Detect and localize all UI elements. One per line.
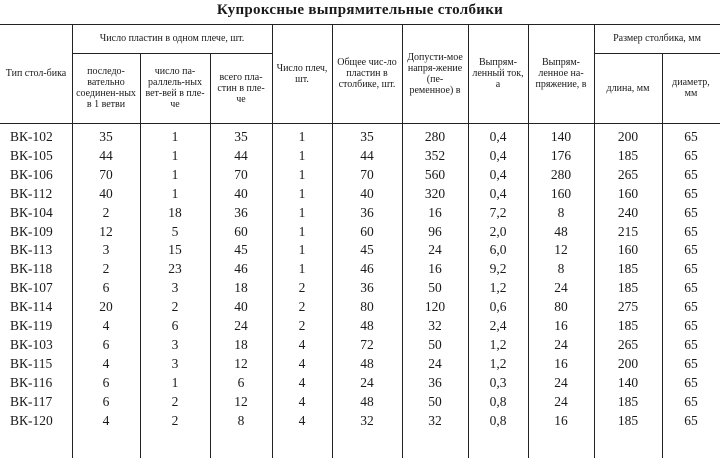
cell-rect: 24 [554, 393, 568, 409]
cell-series: 6 [102, 336, 110, 352]
header-series [72, 53, 140, 123]
cell-total-arm: 24 [234, 318, 248, 333]
cell-diameter: 65 [684, 412, 698, 428]
cell-length: 275 [617, 299, 639, 315]
cell-length: 265 [617, 336, 639, 352]
cell-series: 4 [102, 412, 110, 428]
cell-length: 185 [617, 412, 639, 428]
cell-diameter: 65 [684, 223, 698, 239]
cell-series: 40 [99, 185, 113, 201]
cell-voltage: 50 [428, 280, 442, 296]
cell-arms: 4 [298, 336, 306, 352]
cell-arms: 1 [298, 204, 306, 220]
cell-series: 35 [99, 129, 113, 144]
cell-rect: 80 [554, 299, 568, 315]
header-plates-group [72, 24, 272, 53]
header-type [0, 24, 72, 123]
cell-series: 12 [99, 223, 113, 239]
cell-diameter: 65 [684, 299, 698, 315]
cell-type: ВК-118 [10, 261, 53, 277]
cell-total: 60 [360, 223, 374, 239]
data-table [0, 24, 720, 458]
cell-arms: 4 [298, 393, 306, 409]
cell-rect: 176 [550, 147, 572, 163]
cell-rect: 140 [550, 129, 572, 144]
cell-parallel: 23 [168, 261, 182, 277]
cell-diameter: 65 [684, 185, 698, 201]
cell-total: 35 [360, 129, 374, 144]
cell-parallel: 1 [171, 166, 179, 182]
cell-total-arm: 40 [234, 185, 248, 201]
cell-series: 4 [102, 355, 110, 371]
cell-total-arm: 45 [234, 242, 248, 258]
cell-current: 7,2 [489, 204, 507, 220]
header-current-text: Выпрям-ленный ток, а [472, 57, 524, 90]
cell-type: ВК-103 [10, 336, 53, 352]
cell-diameter: 65 [684, 280, 698, 296]
cell-rect: 280 [550, 166, 572, 182]
cell-length: 200 [617, 129, 639, 144]
cell-total-arm: 44 [234, 147, 248, 163]
cell-voltage: 96 [428, 223, 442, 239]
cell-diameter: 65 [684, 147, 698, 163]
cell-rect: 8 [557, 204, 565, 220]
header-parallel-text: число па-раллель-ных вет-вей в пле-че [145, 66, 205, 110]
cell-diameter: 65 [684, 393, 698, 409]
cell-type: ВК-119 [10, 318, 53, 333]
cell-type: ВК-112 [10, 185, 53, 201]
cell-diameter: 65 [684, 336, 698, 352]
cell-type: ВК-115 [10, 355, 53, 371]
cell-total: 45 [360, 242, 374, 258]
cell-total-arm: 18 [234, 336, 248, 352]
header-parallel [140, 53, 210, 123]
cell-length: 240 [617, 204, 639, 220]
cell-rect: 16 [554, 318, 568, 333]
cell-total: 48 [360, 318, 374, 333]
cell-length: 160 [617, 185, 639, 201]
cell-arms: 1 [298, 261, 306, 277]
cell-arms: 4 [298, 374, 306, 390]
cell-length: 185 [617, 280, 639, 296]
cell-parallel: 1 [171, 374, 179, 390]
cell-rect: 12 [554, 242, 568, 258]
cell-series: 6 [102, 374, 110, 390]
cell-voltage: 24 [428, 242, 442, 258]
cell-length: 185 [617, 318, 639, 333]
cell-length: 265 [617, 166, 639, 182]
cell-rect: 24 [554, 280, 568, 296]
cell-parallel: 2 [171, 393, 179, 409]
cell-series: 44 [99, 147, 113, 163]
header-voltage [402, 24, 468, 123]
cell-arms: 1 [298, 223, 306, 239]
header-arms [272, 24, 332, 123]
cell-voltage: 16 [428, 204, 442, 220]
cell-series: 4 [102, 318, 110, 333]
cell-current: 0,4 [489, 166, 507, 182]
cell-total: 80 [360, 299, 374, 315]
cell-parallel: 15 [168, 242, 182, 258]
header-rect-voltage [528, 24, 594, 123]
cell-total-arm: 35 [234, 129, 248, 144]
cell-arms: 1 [298, 242, 306, 258]
cell-total: 32 [360, 412, 374, 428]
cell-length: 200 [617, 355, 639, 371]
cell-arms: 1 [298, 166, 306, 182]
header-total-arm-text: всего пла-стин в пле-че [217, 71, 265, 105]
cell-rect: 24 [554, 374, 568, 390]
cell-voltage: 352 [424, 147, 446, 163]
cell-voltage: 280 [424, 129, 446, 144]
cell-rect: 16 [554, 355, 568, 371]
header-voltage-text: Допусти-мое напря-жение (пе-ременное) в [407, 51, 463, 96]
header-plates-group-text: Число пластин в одном плече, шт. [99, 33, 245, 44]
cell-parallel: 2 [171, 299, 179, 315]
cell-arms: 1 [298, 147, 306, 163]
table-title: Купроксные выпрямительные столбики [216, 2, 504, 18]
cell-total: 46 [360, 261, 374, 277]
cell-type: ВК-116 [10, 374, 53, 390]
cell-current: 0,8 [489, 393, 507, 409]
cell-length: 185 [617, 147, 639, 163]
cell-type: ВК-105 [10, 147, 53, 163]
cell-total: 44 [360, 147, 374, 163]
header-length [594, 53, 662, 123]
cell-series: 70 [99, 166, 113, 182]
cell-total-arm: 70 [234, 166, 248, 182]
cell-total: 70 [360, 166, 374, 182]
cell-current: 0,4 [489, 147, 507, 163]
cell-current: 0,6 [489, 299, 507, 315]
cell-voltage: 32 [428, 318, 442, 333]
cell-voltage: 50 [428, 336, 442, 352]
header-arms-text: Число плеч, шт. [276, 62, 328, 85]
cell-type: ВК-120 [10, 412, 53, 428]
cell-voltage: 32 [428, 412, 442, 428]
cell-total-arm: 60 [234, 223, 248, 239]
cell-type: ВК-109 [10, 223, 53, 239]
cell-total-arm: 12 [234, 355, 248, 371]
cell-total: 48 [360, 393, 374, 409]
cell-current: 6,0 [489, 242, 507, 258]
cell-total: 24 [360, 374, 374, 390]
cell-type: ВК-102 [10, 129, 53, 144]
cell-total-arm: 36 [234, 204, 248, 220]
cell-diameter: 65 [684, 318, 698, 333]
cell-type: ВК-114 [10, 299, 53, 315]
header-diameter [662, 53, 720, 123]
header-rect-voltage-text: Выпрям-ленное на-пряжение, в [535, 57, 587, 90]
cell-total-arm: 40 [234, 299, 248, 315]
cell-rect: 160 [550, 185, 572, 201]
cell-total-arm: 6 [237, 374, 245, 390]
cell-series: 6 [102, 393, 110, 409]
cell-total-arm: 46 [234, 261, 248, 277]
cell-arms: 1 [298, 129, 306, 144]
cell-current: 0,8 [489, 412, 507, 428]
cell-diameter: 65 [684, 261, 698, 277]
cell-series: 20 [99, 299, 113, 315]
cell-parallel: 1 [171, 147, 179, 163]
cell-type: ВК-107 [10, 280, 53, 296]
cell-total-arm: 8 [237, 412, 245, 428]
cell-current: 1,2 [489, 336, 507, 352]
cell-series: 2 [102, 261, 110, 277]
cell-length: 140 [617, 374, 639, 390]
cell-parallel: 1 [171, 185, 179, 201]
cell-parallel: 1 [171, 129, 179, 144]
cell-arms: 2 [298, 299, 306, 315]
cell-rect: 24 [554, 336, 568, 352]
cell-current: 2,4 [489, 318, 507, 333]
cell-arms: 4 [298, 412, 306, 428]
cell-parallel: 5 [171, 223, 179, 239]
cell-diameter: 65 [684, 242, 698, 258]
header-length-text: длина, мм [606, 82, 650, 94]
cell-voltage: 50 [428, 393, 442, 409]
cell-rect: 48 [554, 223, 568, 239]
cell-voltage: 24 [428, 355, 442, 371]
cell-total: 36 [360, 204, 374, 220]
cell-length: 160 [617, 242, 639, 258]
cell-rect: 16 [554, 412, 568, 428]
cell-total: 36 [360, 280, 374, 296]
cell-parallel: 3 [171, 355, 179, 371]
cell-voltage: 320 [424, 185, 446, 201]
cell-diameter: 65 [684, 374, 698, 390]
cell-series: 3 [102, 242, 110, 258]
cell-parallel: 3 [171, 280, 179, 296]
cell-current: 0,4 [489, 129, 507, 144]
cell-total-arm: 12 [234, 393, 248, 409]
cell-total: 40 [360, 185, 374, 201]
cell-total-arm: 18 [234, 280, 248, 296]
cell-parallel: 2 [171, 412, 179, 428]
cell-voltage: 36 [428, 374, 442, 390]
cell-diameter: 65 [684, 129, 698, 144]
cell-voltage: 16 [428, 261, 442, 277]
cell-type: ВК-117 [10, 393, 53, 409]
cell-total: 72 [360, 336, 374, 352]
cell-arms: 2 [298, 280, 306, 296]
cell-arms: 4 [298, 355, 306, 371]
cell-diameter: 65 [684, 355, 698, 371]
header-size-group-text: Размер столбика, мм [613, 33, 701, 44]
cell-type: ВК-104 [10, 204, 53, 220]
cell-rect: 8 [557, 261, 565, 277]
header-total [332, 24, 402, 123]
cell-current: 9,2 [489, 261, 507, 277]
cell-diameter: 65 [684, 166, 698, 182]
header-bottom-rule [0, 123, 720, 124]
cell-type: ВК-106 [10, 166, 53, 182]
header-type-text: Тип стол-бика [5, 68, 67, 79]
cell-parallel: 6 [171, 318, 179, 333]
header-current [468, 24, 528, 123]
cell-current: 0,4 [489, 185, 507, 201]
cell-type: ВК-113 [10, 242, 53, 258]
header-size-group [594, 24, 720, 53]
cell-series: 2 [102, 204, 110, 220]
cell-current: 2,0 [489, 223, 507, 239]
cell-arms: 2 [298, 318, 306, 333]
cell-diameter: 65 [684, 204, 698, 220]
header-diameter-text: диаметр, мм [672, 77, 710, 99]
cell-current: 0,3 [489, 374, 507, 390]
cell-parallel: 18 [168, 204, 182, 220]
header-total-arm [210, 53, 272, 123]
cell-length: 185 [617, 261, 639, 277]
cell-series: 6 [102, 280, 110, 296]
cell-arms: 1 [298, 185, 306, 201]
cell-current: 1,2 [489, 355, 507, 371]
cell-length: 215 [617, 223, 639, 239]
cell-length: 185 [617, 393, 639, 409]
header-series-text: последо-вательно соединен-ных в 1 ветви [76, 66, 136, 110]
cell-parallel: 3 [171, 336, 179, 352]
cell-current: 1,2 [489, 280, 507, 296]
cell-total: 48 [360, 355, 374, 371]
cell-voltage: 560 [424, 166, 446, 182]
header-total-text: Общее чис-ло пластин в столбике, шт. [337, 57, 397, 90]
cell-voltage: 120 [424, 299, 446, 315]
